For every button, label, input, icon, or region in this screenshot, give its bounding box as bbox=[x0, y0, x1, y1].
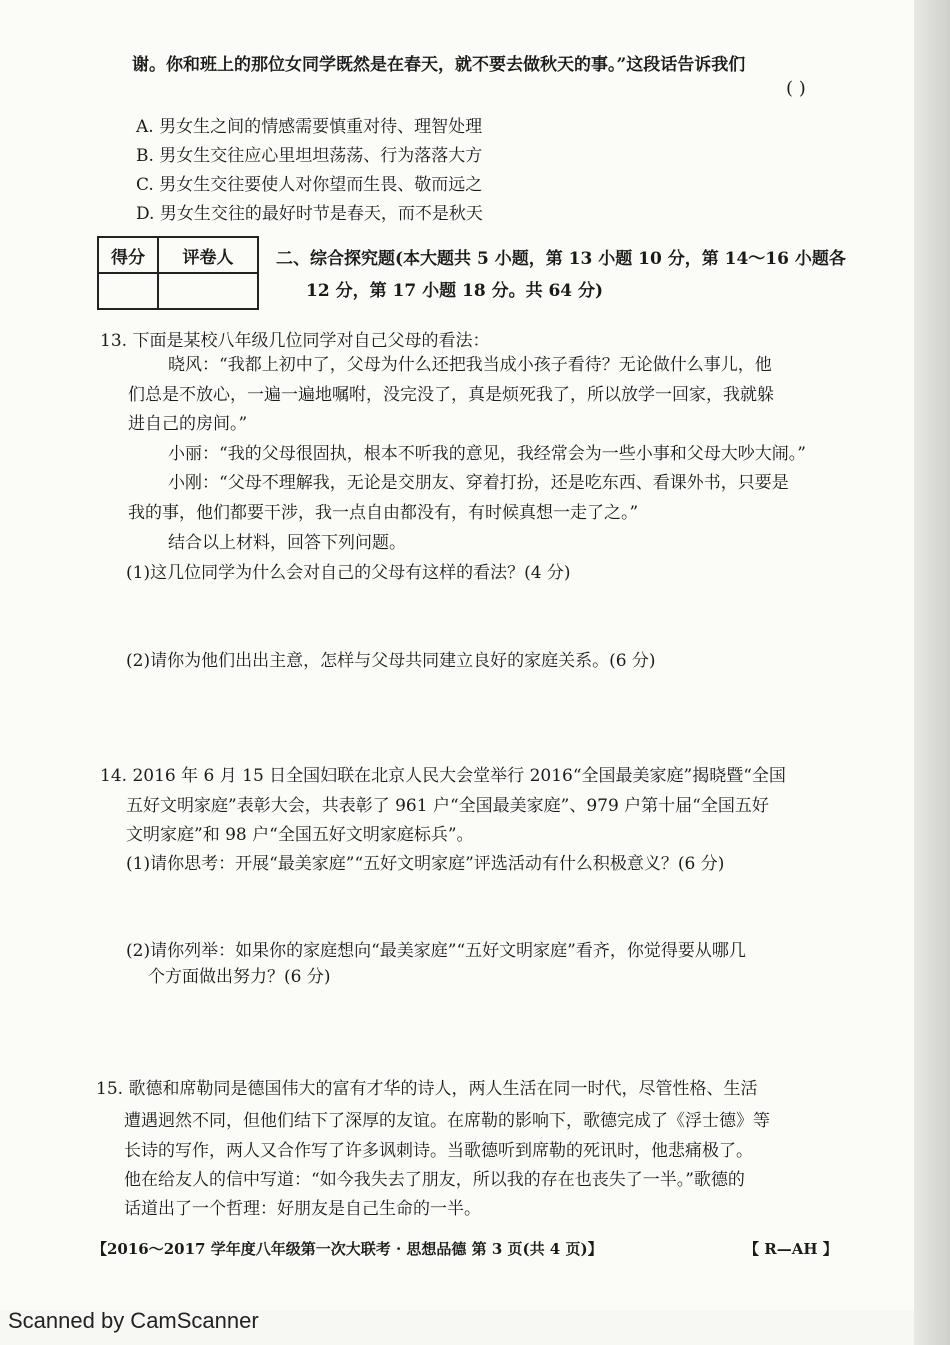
q13-intro: 13. 下面是某校八年级几位同学对自己父母的看法： bbox=[100, 331, 490, 351]
q13-prompt: 结合以上材料，回答下列问题。 bbox=[168, 533, 406, 553]
section-title-line2: 12 分，第 17 小题 18 分。共 64 分) bbox=[306, 281, 604, 301]
q15-line2: 遭遇迥然不同，但他们结下了深厚的友谊。在席勒的影响下，歌德完成了《浮士德》等 bbox=[124, 1111, 770, 1131]
q15-line4: 他在给友人的信中写道：“如今我失去了朋友，所以我的存在也丧失了一半。”歌德的 bbox=[124, 1170, 745, 1190]
q14-sub2-line2: 个方面做出努力？(6 分) bbox=[148, 967, 331, 987]
score-header: 得分 bbox=[98, 237, 158, 273]
score-cell[interactable] bbox=[98, 273, 158, 309]
scanner-watermark: Scanned by CamScanner bbox=[8, 1308, 259, 1333]
option-a: A. 男女生之间的情感需要慎重对待、理智处理 bbox=[136, 117, 483, 137]
q13-sub2: (2)请你为他们出出主意，怎样与父母共同建立良好的家庭关系。(6 分) bbox=[126, 651, 656, 671]
q13-xiaogang-line2: 我的事，他们都要干涉，我一点自由都没有，有时候真想一走了之。” bbox=[128, 503, 639, 523]
q14-line2: 五好文明家庭”表彰大会，共表彰了 961 户“全国最美家庭”、979 户第十届“全国五好 bbox=[126, 796, 769, 816]
score-table bbox=[97, 236, 259, 310]
section-title-line1: 二、综合探究题(本大题共 5 小题，第 13 小题 10 分，第 14～16 小题各 bbox=[276, 249, 846, 269]
q15-line5: 话道出了一个哲理：好朋友是自己生命的一半。 bbox=[124, 1199, 481, 1219]
q15-line1: 15. 歌德和席勒同是德国伟大的富有才华的诗人，两人生活在同一时代，尽管性格、生活 bbox=[96, 1079, 758, 1099]
q13-xiaofeng-line2: 们总是不放心，一遍一遍地嘱咐，没完没了，真是烦死我了，所以放学一回家，我就躲 bbox=[128, 385, 774, 405]
q14-line1: 14. 2016 年 6 月 15 日全国妇联在北京人民大会堂举行 2016“全国最美家庭”揭晓暨“全国 bbox=[100, 766, 786, 786]
option-b: B. 男女生交往应心里坦坦荡荡、行为落落大方 bbox=[136, 146, 483, 166]
footer-exam-info: 【2016～2017 学年度八年级第一次大联考 · 思想品德 第 3 页(共 4 页)】 bbox=[92, 1240, 603, 1258]
option-c: C. 男女生交往要使人对你望而生畏、敬而远之 bbox=[136, 175, 483, 195]
q14-sub1: (1)请你思考：开展“最美家庭”“五好文明家庭”评选活动有什么积极意义？(6 分) bbox=[126, 854, 725, 874]
grader-header: 评卷人 bbox=[158, 237, 258, 273]
q14-sub2-line1: (2)请你列举：如果你的家庭想向“最美家庭”“五好文明家庭”看齐，你觉得要从哪几 bbox=[126, 941, 746, 961]
q13-xiaogang-line1: 小刚：“父母不理解我，无论是交朋友、穿着打扮，还是吃东西、看课外书，只要是 bbox=[168, 473, 789, 493]
q13-xiaofeng-line3: 进自己的房间。” bbox=[128, 414, 248, 434]
q14-line3: 文明家庭”和 98 户“全国五好文明家庭标兵”。 bbox=[126, 825, 474, 845]
answer-parentheses: ( ) bbox=[786, 78, 806, 99]
page-edge-shadow bbox=[914, 0, 950, 1345]
option-d: D. 男女生交往的最好时节是春天，而不是秋天 bbox=[136, 204, 483, 224]
grader-cell[interactable] bbox=[158, 273, 258, 309]
q13-xiaofeng-line1: 晓风：“我都上初中了，父母为什么还把我当成小孩子看待？无论做什么事儿，他 bbox=[168, 355, 772, 375]
q13-sub1: (1)这几位同学为什么会对自己的父母有这样的看法？(4 分) bbox=[126, 563, 571, 583]
question-12-stem-tail: 谢。你和班上的那位女同学既然是在春天，就不要去做秋天的事。”这段话告诉我们 bbox=[132, 55, 746, 75]
footer-code: 【 R—AH 】 bbox=[744, 1240, 838, 1258]
q15-line3: 长诗的写作，两人又合作写了许多讽刺诗。当歌德听到席勒的死讯时，他悲痛极了。 bbox=[124, 1141, 753, 1161]
q13-xiaoli: 小丽：“我的父母很固执，根本不听我的意见，我经常会为一些小事和父母大吵大闹。” bbox=[168, 444, 806, 464]
